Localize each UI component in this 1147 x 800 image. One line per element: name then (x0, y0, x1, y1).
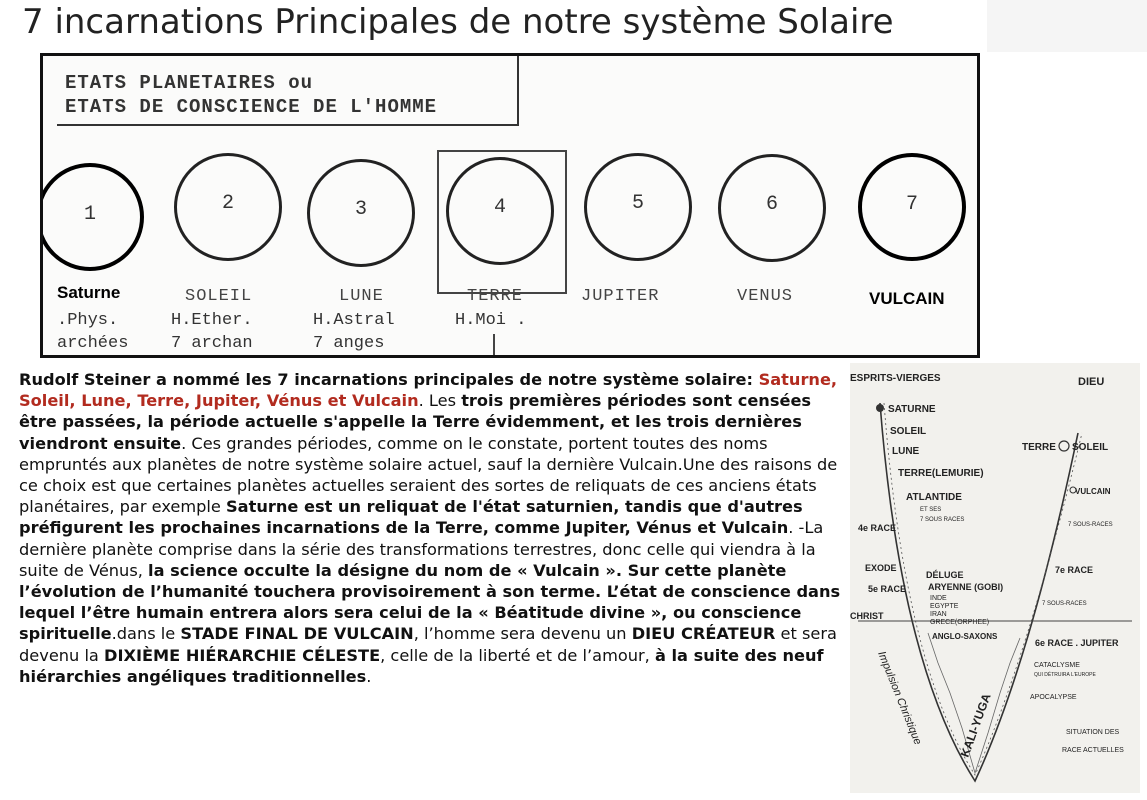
label-grece: GRECE(ORPHEE) (930, 619, 990, 626)
planet-circle-3 (307, 159, 415, 267)
text-end: . (366, 666, 372, 686)
planet-name-venus: VENUS (737, 287, 794, 306)
soleil-line-1: H.Ether. (171, 311, 253, 330)
planet-name-soleil: SOLEIL (185, 287, 253, 306)
planet-name-vulcain: VULCAIN (869, 289, 945, 308)
planet-circle-5 (584, 153, 692, 261)
label-anglo-saxons: ANGLO-SAXONS (932, 632, 998, 641)
label-race-6-jupiter: 6e RACE . JUPITER (1035, 638, 1119, 648)
label-saturne: SATURNE (888, 404, 936, 415)
panel-header-box (57, 56, 519, 126)
label-christ: CHRIST (850, 611, 884, 621)
planet-name-jupiter: JUPITER (581, 287, 660, 306)
planet-number-5: 5 (631, 192, 644, 215)
text-part-3: . Les (418, 391, 462, 411)
label-situation-1: SITUATION DES (1066, 729, 1120, 736)
label-aryenne: ARYENNE (GOBI) (928, 582, 1004, 592)
planetary-states-panel (40, 53, 980, 358)
saturne-line-2: archées (57, 334, 129, 353)
text-periods: trois premières périodes sont censées être passées, la période actuelle s'appelle la Terre évidemment, et les trois dernières viendront ensuite (19, 391, 812, 453)
text-dixieme-hierarchie: DIXIÈME HIÉRARCHIE CÉLESTE (104, 645, 381, 665)
label-exode: EXODE (865, 563, 897, 573)
label-atlantide: ATLANTIDE (906, 492, 962, 503)
saturne-line-1: .Phys. (57, 311, 119, 330)
label-race-5: 5e RACE (868, 584, 907, 594)
text-part-11: , l’homme sera devenu un (413, 624, 632, 644)
label-race-7: 7e RACE (1055, 565, 1094, 575)
label-et-ses: ET SES (920, 507, 942, 513)
text-planet-list: Saturne, Soleil, Lune, Terre, Jupiter, Vénus et Vulcain (19, 370, 838, 411)
label-esprits-vierges: ESPRITS-VIERGES (850, 373, 941, 384)
text-part-7: . -La dernière planète comprise dans la série des transformations terrestres, donc celle qui viendra à la suite de Vénus, (19, 518, 824, 580)
label-situation-2: RACE ACTUELLES (1062, 747, 1124, 754)
planet-circle-7 (858, 153, 966, 261)
planet-number-6: 6 (765, 193, 778, 216)
label-soleil-left: SOLEIL (890, 426, 927, 437)
text-part-5: . Ces grandes périodes, comme on le constate, portent toutes des noms empruntés aux planètes de notre système solaire actuel, sauf la dernière Vulcain.Une des raisons de ce choix est que certaines planètes actuelles seraient des sortes de reliquats de ces anciens états planétaires, par exemple (19, 433, 838, 517)
label-terre-right: TERRE (1022, 442, 1056, 453)
description-paragraph (19, 369, 849, 687)
label-sous-races-right-1: 7 SOUS-RACES (1068, 522, 1113, 528)
label-terre-lemurie: TERRE(LEMURIE) (898, 468, 984, 479)
label-inde: INDE (930, 595, 947, 602)
page-title: 7 incarnations Principales de notre système Solaire (22, 2, 894, 42)
label-sous-races-left: 7 SOUS RACES (920, 517, 965, 523)
label-cataclysme-sub: QUI DÉTRUIRA L'EUROPE (1034, 672, 1096, 678)
text-stade-final: STADE FINAL DE VULCAIN (180, 624, 414, 644)
text-dieu-createur: DIEU CRÉATEUR (631, 624, 776, 644)
text-intro: Rudolf Steiner a nommé les 7 incarnations principales de notre système solaire: (19, 370, 759, 389)
label-cataclysme: CATACLYSME (1034, 662, 1080, 669)
planet-name-terre: TERRE (467, 287, 524, 306)
planet-name-saturne: Saturne (57, 283, 121, 302)
planet-circle-4 (446, 157, 554, 265)
planet-number-2: 2 (221, 192, 234, 215)
label-soleil-right: SOLEIL (1072, 442, 1109, 453)
label-iran: IRAN (930, 611, 947, 618)
lune-line-2: 7 anges (313, 334, 385, 353)
text-saturne-reliquat: Saturne est un reliquat de l'état saturnien, tandis que d'autres préfigurent les prochaines incarnations de la Terre, comme Jupiter, Vénus et Vulcain (19, 497, 803, 538)
soleil-sun-icon (1059, 441, 1069, 451)
planet-number-4: 4 (493, 196, 506, 219)
planet-number-7: 7 (905, 193, 918, 216)
label-impulsion-christique: Impulsion Christique (875, 649, 924, 747)
saturne-dot (876, 404, 884, 412)
label-deluge: DÉLUGE (926, 570, 964, 580)
planet-name-lune: LUNE (339, 287, 384, 306)
planet-circle-1 (40, 163, 144, 271)
planet-circle-6 (718, 154, 826, 262)
label-race-4: 4e RACE (858, 523, 897, 533)
text-part-15: , celle de la liberté et de l’amour, (380, 645, 655, 665)
planet-circle-2 (174, 153, 282, 261)
evolution-diagram (850, 363, 1140, 793)
title-background-strip (987, 0, 1147, 52)
planet-number-1: 1 (83, 203, 96, 226)
panel-header-line-2: ETATS DE CONSCIENCE DE L'HOMME (65, 96, 438, 118)
text-vulcain-science: la science occulte la désigne du nom de « Vulcain ». Sur cette planète l’évolution de l’humanité touchera provisoirement à son terme. L’état de conscience dans lequel l’être humain entrera alors sera celui de la « Béatitude divine », ou conscience spirituelle (19, 560, 841, 644)
label-dieu: DIEU (1078, 376, 1105, 388)
earth-marker-tick (493, 334, 495, 356)
label-lune: LUNE (892, 446, 920, 457)
text-neuf-hierarchies: à la suite des neuf hiérarchies angéliques traditionnelles (19, 645, 824, 686)
label-sous-races-right-2: 7 SOUS-RACES (1042, 601, 1087, 607)
text-part-13: et sera devenu la (19, 624, 837, 665)
text-part-9: .dans le (111, 624, 181, 644)
planet-number-3: 3 (354, 198, 367, 221)
soleil-line-2: 7 archan (171, 334, 253, 353)
lune-line-1: H.Astral (313, 311, 395, 330)
terre-line-1: H.Moi . (455, 311, 527, 330)
label-kali-yuga: KALI-YUGA (957, 691, 994, 760)
label-egypte: EGYPTE (930, 603, 959, 610)
label-vulcain: VULCAIN (1075, 487, 1111, 496)
label-apocalypse: APOCALYPSE (1030, 694, 1077, 701)
panel-header-line-1: ETATS PLANETAIRES ou (65, 72, 314, 94)
